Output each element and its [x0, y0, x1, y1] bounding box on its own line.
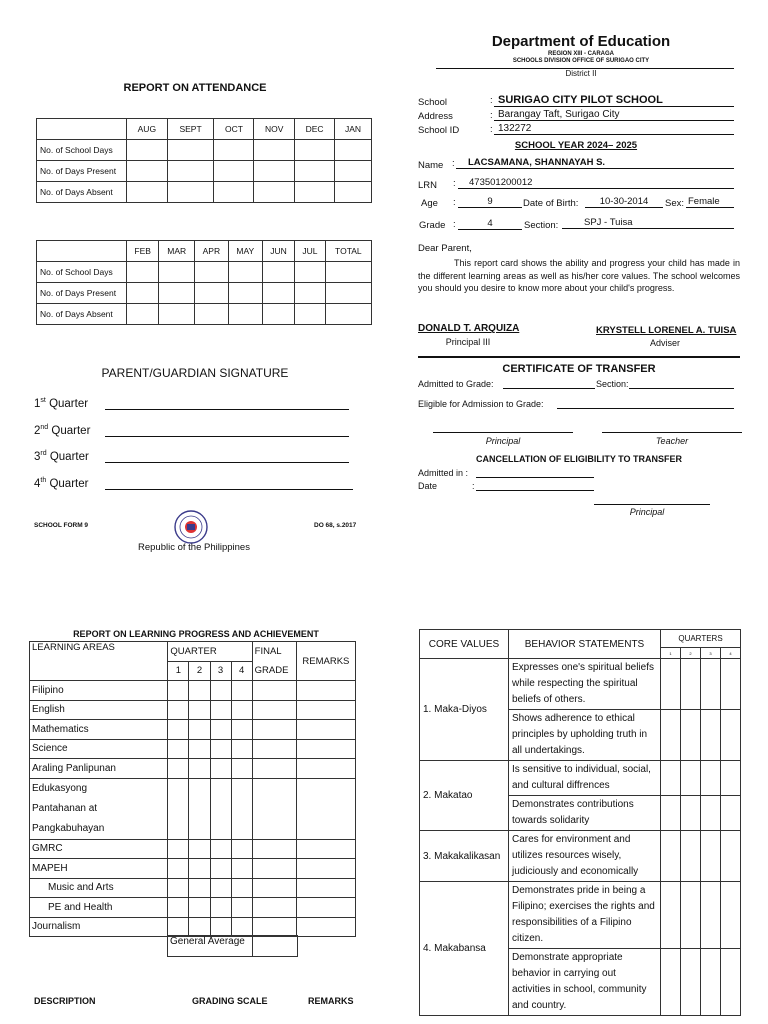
month-header: APR [195, 241, 229, 262]
eligible-label: Eligible for Admission to Grade: [418, 399, 544, 409]
attendance-table-2 [36, 240, 372, 325]
quarter-label-1: 1st Quarter [34, 397, 89, 410]
remarks-header: REMARKS [308, 996, 354, 1006]
teacher-caption: Teacher [655, 436, 689, 446]
adviser-name: KRYSTELL LORENEL A. TUISA [596, 325, 737, 336]
row-label: No. of Days Absent [37, 304, 127, 325]
general-average-value [253, 936, 298, 957]
principal-sign-line[interactable] [433, 432, 573, 433]
learning-area-epp: Edukasyong Pantahanan at Pangkabuhayan [30, 778, 168, 839]
quarter-label-4: 4th Quarter [34, 477, 89, 490]
attendance-title: REPORT ON ATTENDANCE [123, 82, 267, 94]
learning-area: GMRC [30, 839, 168, 859]
month-header: FEB [127, 241, 159, 262]
district-label: District II [565, 69, 597, 78]
school-year: SCHOOL YEAR 2024– 2025 [514, 140, 638, 151]
learning-area: Journalism [30, 917, 168, 937]
learning-table: LEARNING AREAS QUARTER FINAL REMARKS 1 2 3 4 GRADE Filipino English Mathematics Science Araling Panlipunan Edukasyong Pantahanan at Pangkabuhayan GMRC MAPEH Music and Arts PE and Health Journalism [29, 641, 356, 937]
learning-area: Science [30, 739, 168, 759]
table-row [30, 720, 356, 740]
month-header: MAR [159, 241, 195, 262]
col-quarters: QUARTERS [661, 630, 741, 648]
table-row [37, 304, 372, 325]
school-value: SURIGAO CITY PILOT SCHOOL [494, 94, 734, 107]
table-row [420, 761, 741, 796]
principal-title: Principal III [445, 337, 491, 347]
republic-label: Republic of the Philippines [138, 542, 250, 553]
table-row [30, 759, 356, 779]
region-label: REGION XIII - CARAGA [547, 51, 614, 57]
school-id-label: School ID [418, 125, 460, 136]
teacher-sign-line[interactable] [602, 432, 742, 433]
date-label: Date [418, 481, 438, 491]
col-quarter: QUARTER [168, 642, 252, 662]
grade-label: Grade [419, 220, 446, 231]
behavior-statement: Shows adherence to ethical principles by upholding truth in all undertakings. [509, 710, 661, 761]
signature-line[interactable] [105, 462, 349, 463]
signature-line[interactable] [105, 409, 349, 410]
admitted-in-label: Admitted in : [418, 468, 469, 478]
grading-scale-header: GRADING SCALE [192, 996, 268, 1006]
principal2-caption: Principal [629, 507, 665, 517]
transfer-section-line[interactable] [629, 388, 734, 389]
signature-title: PARENT/GUARDIAN SIGNATURE [101, 366, 289, 380]
address-label: Address [418, 111, 453, 122]
col-final: FINAL [252, 642, 296, 662]
signature-line[interactable] [105, 489, 353, 490]
dept-title: Department of Education [491, 33, 671, 50]
name-value: LACSAMANA, SHANNAYAH S. [456, 157, 734, 169]
eligible-line[interactable] [557, 408, 734, 409]
learning-title: REPORT ON LEARNING PROGRESS AND ACHIEVEMENT [73, 629, 319, 639]
quarter-label-2: 2nd Quarter [34, 424, 91, 437]
month-header: NOV [254, 119, 295, 140]
transfer-section-label: Section: [596, 379, 629, 389]
address-value: Barangay Taft, Surigao City [494, 109, 734, 121]
learning-area: Mathematics [30, 720, 168, 740]
month-header: DEC [295, 119, 335, 140]
transfer-title: CERTIFICATE OF TRANSFER [502, 363, 656, 375]
salutation: Dear Parent, [418, 243, 472, 254]
table-row [30, 681, 356, 701]
learning-area-sub: Music and Arts [30, 878, 168, 898]
adviser-title: Adviser [649, 338, 680, 348]
row-label: No. of Days Absent [37, 182, 127, 203]
table-row [30, 739, 356, 759]
col-behavior-statements: BEHAVIOR STATEMENTS [509, 630, 661, 659]
learning-area-sub: PE and Health [30, 898, 168, 918]
lrn-label: LRN [418, 180, 438, 191]
month-header: MAY [228, 241, 262, 262]
division-label: SCHOOLS DIVISION OFFICE OF SURIGAO CITY [512, 58, 650, 64]
table-row [37, 262, 372, 283]
sex-label: Sex: [665, 198, 685, 209]
school-id-value: 132272 [494, 123, 734, 135]
month-header: TOTAL [325, 241, 371, 262]
behavior-statement: Demonstrate appropriate behavior in carrying out activities in school, community and country. [509, 949, 661, 1016]
row-label: No. of Days Present [37, 161, 127, 182]
core-values-table: CORE VALUES BEHAVIOR STATEMENTS QUARTERS 1 2 3 4 1. Maka-Diyos Expresses one's spiritual beliefs while respecting the spiritual beliefs of others. Shows adherence to ethical principles by upholding truth in all undertakings. 2. Makatao Is sensitive to individual, social, and cultural diffrences Demonstrates contributions towards solidarity 3. Makakalikasan Cares for environment and utilizes resources wisely, judiciously and economically 4. Makabansa Demonstrates pride in being a Filipino; exercises the rights and responsibilities of a Filipino citizen. Demonstrate appropriate behavior in carrying out activities in school, community and country. [419, 629, 741, 1016]
principal-name: DONALD T. ARQUIZA [418, 323, 520, 334]
table-row [30, 917, 356, 937]
deped-seal-icon [173, 510, 209, 544]
general-average-label: General Average [168, 936, 253, 957]
age-label: Age [421, 198, 438, 209]
signature-line[interactable] [105, 436, 349, 437]
row-label: No. of School Days [37, 262, 127, 283]
principal2-sign-line[interactable] [594, 504, 710, 505]
grade-value: 4 [458, 218, 522, 230]
table-row [30, 898, 356, 918]
table-row [37, 161, 372, 182]
table-row [30, 839, 356, 859]
behavior-statement: Expresses one's spiritual beliefs while respecting the spiritual beliefs of others. [509, 659, 661, 710]
school-label: School [418, 97, 448, 108]
col-core-values: CORE VALUES [420, 630, 509, 659]
section-label: Section: [524, 220, 559, 231]
admitted-grade-label: Admitted to Grade: [418, 379, 494, 389]
lrn-value: 473501200012 [458, 177, 734, 189]
age-value: 9 [458, 196, 522, 208]
behavior-statement: Is sensitive to individual, social, and cultural diffrences [509, 761, 661, 796]
learning-area: MAPEH [30, 859, 168, 879]
do-label: DO 68, s.2017 [314, 522, 357, 529]
table-row [30, 700, 356, 720]
table-row [30, 859, 356, 879]
dob-label: Date of Birth: [523, 198, 579, 209]
learning-area: Araling Panlipunan [30, 759, 168, 779]
section-divider [418, 356, 740, 358]
principal-caption: Principal [485, 436, 521, 446]
date-line[interactable] [476, 490, 594, 491]
month-header: AUG [127, 119, 168, 140]
letter-body: This report card shows the ability and progress your child has made in the different learning areas as well as his/her core values. The school welcomes you should you desire to know more about your child's progress. [418, 258, 740, 293]
sex-value: Female [686, 196, 734, 208]
table-row [37, 182, 372, 203]
attendance-table-1 [36, 118, 372, 203]
month-header: OCT [214, 119, 254, 140]
row-label: No. of Days Present [37, 283, 127, 304]
section-value: SPJ - Tuisa [562, 217, 734, 229]
col-grade: GRADE [252, 661, 296, 681]
behavior-statement: Cares for environment and utilizes resources wisely, judiciously and economically [509, 831, 661, 882]
table-row [37, 283, 372, 304]
general-average-table [167, 935, 298, 957]
month-header: JAN [335, 119, 372, 140]
dob-value: 10-30-2014 [585, 196, 663, 208]
table-row [420, 831, 741, 882]
school-form-label: SCHOOL FORM 9 [34, 522, 89, 529]
core-value-name: 3. Makakalikasan [420, 831, 509, 882]
col-learning-areas: LEARNING AREAS [30, 642, 168, 681]
table-row [30, 778, 356, 839]
learning-area: English [30, 700, 168, 720]
core-value-name: 4. Makabansa [420, 882, 509, 1016]
month-header: JUL [295, 241, 325, 262]
month-header: JUN [262, 241, 294, 262]
month-header: SEPT [167, 119, 214, 140]
behavior-statement: Demonstrates pride in being a Filipino; exercises the rights and responsibilities of a Filipino citizen. [509, 882, 661, 949]
row-label: No. of School Days [37, 140, 127, 161]
admitted-grade-line[interactable] [503, 388, 595, 389]
core-value-name: 2. Makatao [420, 761, 509, 831]
table-row [30, 878, 356, 898]
table-row [420, 659, 741, 710]
cancel-title: CANCELLATION OF ELIGIBILITY TO TRANSFER [476, 454, 682, 464]
admitted-in-line[interactable] [476, 477, 594, 478]
name-label: Name [418, 160, 444, 171]
behavior-statement: Demonstrates contributions towards solidarity [509, 796, 661, 831]
description-header: DESCRIPTION [34, 996, 96, 1006]
learning-area: Filipino [30, 681, 168, 701]
quarter-label-3: 3rd Quarter [34, 450, 89, 463]
table-row [420, 882, 741, 949]
core-value-name: 1. Maka-Diyos [420, 659, 509, 761]
table-row [37, 140, 372, 161]
col-remarks: REMARKS [296, 642, 355, 681]
